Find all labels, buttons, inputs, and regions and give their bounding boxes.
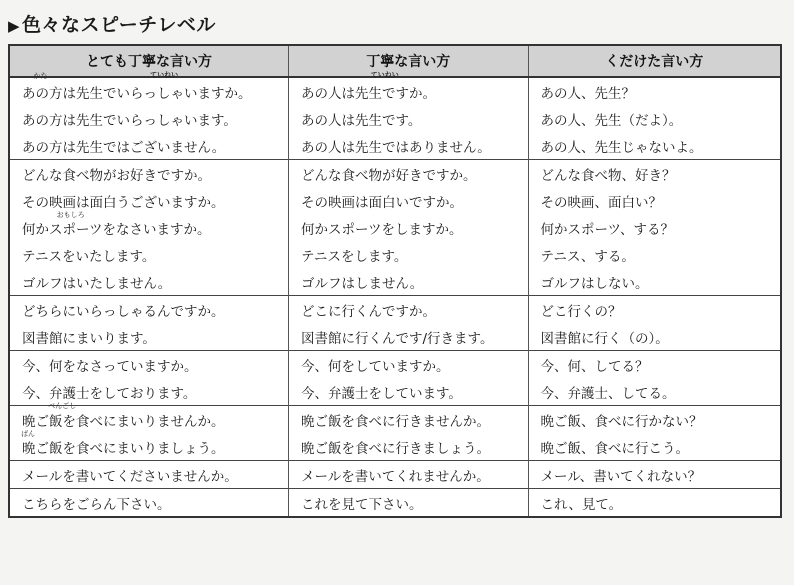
cell-casual [528,241,781,268]
cell-very-polite [9,429,289,461]
cell-polite-text: テニスをします。 [301,248,408,265]
cell-polite-text: これを見て下さい。 [301,496,423,513]
header-polite-label: 丁寧な言い方 [366,54,451,70]
table-row [9,323,781,351]
cell-polite [289,378,529,406]
cell-polite [289,160,529,188]
cell-very-polite [9,378,289,410]
cell-very-polite [9,489,289,518]
cell-very-polite-text: 今、何をなさっていますか。 [22,358,198,375]
cell-casual [528,296,781,324]
cell-casual-text: 晩ご飯、食べに行こう。 [540,440,690,457]
cell-casual-text: あの人、先生（だよ）。 [540,112,683,129]
cell-polite-text: 晩ご飯を食べに行きませんか。 [301,413,490,430]
cell-very-polite-text: 図書館にまいります。 [22,330,156,347]
cell-casual [528,77,781,105]
cell-polite [289,406,529,434]
cell-very-polite [9,323,289,351]
furigana: おもしろ [56,210,85,219]
cell-very-polite [9,210,289,241]
cell-polite-text: あの人は先生ですか。 [301,85,436,102]
table-row [9,132,781,160]
table-row [9,489,781,518]
table-row [9,187,781,214]
cell-very-polite-text: あの方は先生でいらっしゃいますか。 [22,85,252,102]
cell-casual-text: 図書館に行く（の）。 [540,330,669,347]
cell-casual [528,351,781,379]
cell-polite-text: あの人は先生ではありません。 [301,139,491,156]
table-row [9,77,781,105]
speech-level-table [8,44,782,518]
cell-polite [289,433,529,461]
cell-polite-text: 何かスポーツをしますか。 [301,221,463,238]
table-row [9,378,781,406]
cell-casual [528,105,781,132]
table-row [9,433,781,461]
cell-casual [528,489,781,518]
header-casual [528,45,781,77]
cell-polite [289,461,529,489]
furigana: ばん [21,429,36,438]
cell-very-polite-text: どんな食べ物がお好きですか。 [22,167,211,184]
cell-polite [289,214,529,241]
cell-very-polite-text: テニスをいたします。 [22,248,156,265]
cell-polite [289,77,529,105]
furigana-teinei: ていねい [150,71,179,79]
table-row [9,406,781,434]
table-row [9,214,781,241]
table-row [9,241,781,268]
cell-polite [289,351,529,379]
cell-casual-text: テニス、する。 [540,248,635,265]
cell-casual-text: どこ行くの？ [540,303,622,320]
header-casual-label: くだけた言い方 [605,54,704,70]
table-row [9,268,781,296]
cell-polite [289,105,529,132]
cell-very-polite-text: 今、弁護士をしております。 [22,385,197,402]
cell-polite [289,132,529,160]
cell-polite [289,296,529,324]
cell-polite-text: ゴルフはしません。 [301,275,424,292]
cell-very-polite-text: あの方は先生ではございません。 [22,139,226,156]
cell-casual-text: あの人、先生？ [540,85,636,102]
cell-casual-text: 今、弁護士、してる。 [540,385,676,402]
cell-casual-text: その映画、面白い？ [540,194,663,211]
table-row [9,296,781,324]
cell-casual [528,187,781,214]
cell-very-polite-text: 晩ご飯を食べにまいりませんか。 [22,413,225,430]
cell-casual-text: ゴルフはしない。 [540,275,649,292]
furigana-teinei: ていねい [370,71,399,79]
header-very-polite-ruby [86,51,212,79]
cell-casual [528,214,781,241]
triangle-bullet-icon: ▶ [8,17,21,35]
cell-polite [289,323,529,351]
table-row [9,351,781,379]
cell-very-polite-text: こちらをごらん下さい。 [22,496,171,513]
cell-casual [528,406,781,434]
ruby-text [21,410,225,438]
header-very-polite [9,45,289,77]
cell-very-polite-text: メールを書いてくださいませんか。 [22,468,238,485]
cell-casual-text: 何かスポーツ、する？ [540,221,675,238]
page-title [8,10,216,37]
cell-casual-text: あの人、先生じゃないよ。 [540,139,703,156]
cell-very-polite-text: 何かスポーツをなさいますか。 [22,221,211,238]
cell-polite [289,489,529,518]
cell-polite-text: その映画は面白いですか。 [301,194,463,211]
cell-casual-text: メール、書いてくれない？ [540,468,702,485]
cell-very-polite-text: あの方は先生でいらっしゃいます。 [22,112,237,129]
title-text: 色々なスピーチレベル [22,14,216,36]
cell-polite-text: あの人は先生です。 [301,112,422,129]
cell-casual-text: これ、見て。 [540,496,623,513]
cell-polite-text: どこに行くんですか。 [301,303,436,320]
ruby-text [22,191,225,219]
cell-casual-text: 今、何、してる？ [540,358,649,375]
cell-very-polite [9,160,289,188]
cell-polite-text: メールを書いてくれませんか。 [301,468,490,485]
cell-casual-text: どんな食べ物、好き？ [540,167,676,184]
cell-casual [528,378,781,406]
cell-casual-text: 晩ご飯、食べに行かない？ [540,413,703,430]
cell-polite-text: 今、何をしていますか。 [301,358,450,375]
cell-very-polite-text: その映画は面白うございますか。 [22,194,225,211]
cell-polite-text: 図書館に行くんです/行きます。 [301,330,494,347]
cell-very-polite [9,406,289,438]
cell-polite-text: 今、弁護士をしています。 [301,385,462,402]
furigana: べんごし [48,401,77,410]
header-very-polite-label: とても丁寧な言い方 [86,54,212,70]
cell-casual [528,461,781,489]
cell-very-polite [9,187,289,219]
cell-polite-text: どんな食べ物が好きですか。 [301,167,477,184]
cell-polite-text: 晩ご飯を食べに行きましょう。 [301,440,490,457]
header-row [9,45,781,77]
cell-polite [289,241,529,268]
cell-casual [528,323,781,351]
cell-very-polite-text: ゴルフはいたしません。 [22,275,172,292]
cell-polite [289,268,529,296]
furigana: かた [33,71,48,80]
header-polite-ruby [366,51,451,79]
cell-casual [528,268,781,296]
cell-very-polite [9,351,289,379]
cell-very-polite-text: 晩ご飯を食べにまいりましょう。 [22,440,225,457]
table-row [9,461,781,489]
cell-very-polite [9,268,289,296]
table-row [9,160,781,188]
ruby-text [22,382,197,410]
cell-very-polite [9,105,289,132]
cell-very-polite [9,461,289,489]
cell-very-polite [9,241,289,268]
cell-very-polite [9,132,289,160]
cell-casual [528,160,781,188]
cell-very-polite [9,296,289,324]
cell-very-polite-text: どちらにいらっしゃるんですか。 [22,303,225,320]
table-row [9,105,781,132]
header-polite [289,45,529,77]
cell-polite [289,187,529,214]
cell-casual [528,433,781,461]
cell-casual [528,132,781,160]
